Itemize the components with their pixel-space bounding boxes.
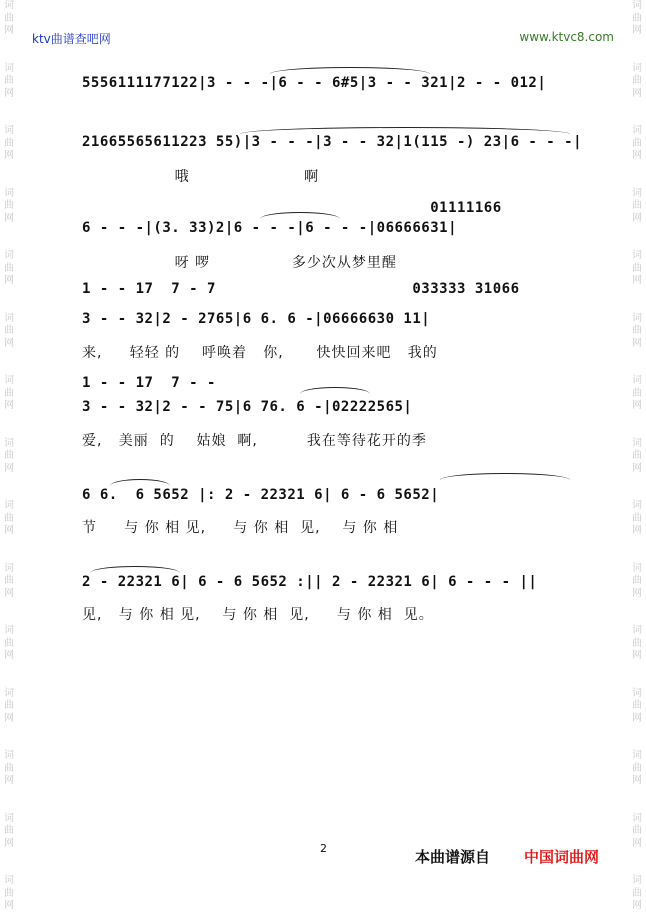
slur-mark — [240, 127, 570, 134]
slur-mark — [270, 67, 430, 74]
score-line-5-upper: 1 - - 17 7 - - — [82, 375, 216, 391]
lyric-line-3: 来, 轻轻 的 呼唤着 你, 快快回来吧 我的 — [82, 345, 438, 361]
header-site-url[interactable]: www.ktvc8.com — [519, 30, 614, 44]
score-line-2: 21665565611223 55)|3 - - -|3 - - 32|1(115 -) 23|6 - - -| — [82, 134, 583, 150]
slur-mark — [110, 479, 170, 486]
score-line-5: 3 - - 32|2 - - 75|6 76. 6 -|02222565| — [82, 399, 413, 415]
lyric-line-5: 节 与 你 相 见, 与 你 相 见, 与 你 相 — [82, 520, 399, 536]
lyric-line-4: 爱, 美丽 的 姑娘 啊, 我在等待花开的季 — [82, 433, 427, 449]
source-label: 本曲谱源自 — [415, 848, 491, 866]
watermark-left: 词 曲 网 词 曲 网 词 曲 网 词 曲 网 词 曲 网 词 曲 网 词 曲 网 词 曲 网 词 曲 网 词 曲 网 词 曲 网 词 曲 网 词 曲 网 词 曲 网 词 曲 网 — [4, 0, 14, 911]
slur-mark — [90, 566, 180, 573]
score-line-3: 6 - - -|(3. 33)2|6 - - -|6 - - -|06666631| — [82, 220, 458, 236]
score-line-1: 5556111177122|3 - - -|6 - - 6#5|3 - - 321|2 - - 012| — [82, 75, 547, 91]
source-site-link[interactable]: 中国词曲网 — [524, 848, 600, 866]
slur-mark — [260, 212, 340, 219]
page-number: 2 — [320, 842, 327, 855]
score-line-4-upper: 1 - - 17 7 - 7 033333 31066 — [82, 281, 520, 297]
slur-mark — [300, 387, 370, 394]
watermark-right: 词 曲 网 词 曲 网 词 曲 网 词 曲 网 词 曲 网 词 曲 网 词 曲 网 词 曲 网 词 曲 网 词 曲 网 词 曲 网 词 曲 网 词 曲 网 词 曲 网 词 曲 网 — [632, 0, 642, 911]
lyric-line-6: 见, 与 你 相 见, 与 你 相 见, 与 你 相 见。 — [82, 607, 434, 623]
score-line-7: 2 - 22321 6| 6 - 6 5652 :|| 2 - 22321 6| 6 - - - || — [82, 574, 538, 590]
lyric-line-2: 呀 啰 多少次从梦里醒 — [82, 255, 397, 271]
lyric-line-1: 哦 啊 — [82, 169, 320, 185]
slur-mark — [440, 473, 570, 480]
score-line-4: 3 - - 32|2 - 2765|6 6. 6 -|06666630 11| — [82, 311, 431, 327]
score-line-6: 6 6. 6 5652 |: 2 - 22321 6| 6 - 6 5652| — [82, 487, 440, 503]
score-line-3-upper: 01111166 — [82, 200, 502, 216]
header-site-name[interactable]: ktv曲谱查吧网 — [32, 32, 111, 46]
